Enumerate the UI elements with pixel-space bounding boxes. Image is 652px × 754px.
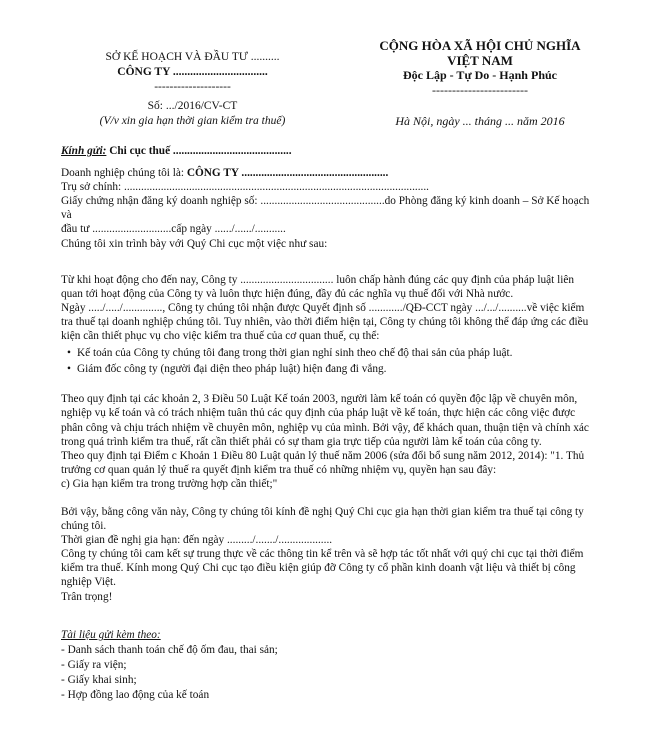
attachments-section [61,628,601,703]
document-number: Số: .../2016/CV-CT [147,100,238,112]
list-item: - Hợp đồng lao động của kế toán [61,689,210,701]
para2-line-3: phân công và chịu trách nhiệm về chuyên môn, nghiệp vụ của mình. Bởi vậy, để khách quan, thuận tiện và chính xác [61,421,589,434]
para3-line-2: trưởng cơ quan quản lý thuế ra quyết định kiểm tra thuế có những nhiệm vụ, quyền hạn sau đây: [61,463,497,476]
company-intro-value: CÔNG TY .................................................... [186,167,389,180]
para3-line-3: c) Gia hạn kiểm tra trong trường hợp cần thiết;" [61,477,278,490]
header-left [60,50,325,129]
nation-title-line2: VIỆT NAM [447,53,513,68]
closing-line: Trân trọng! [61,590,113,603]
reason-list [61,346,601,376]
header-right [335,38,625,129]
company-name: CÔNG TY ................................. [117,66,268,78]
nation-title-line1: CỘNG HÒA XÃ HỘI CHỦ NGHĨA [379,38,581,53]
para4-line-1: Bởi vậy, bằng công văn này, Công ty chúng tôi kính đề nghị Quý Chi cục gia hạn thời gian kiểm tra thuế tại công ty [61,505,584,518]
list-item: • Kế toán của Công ty chúng tôi đang trong thời gian nghỉ sinh theo chế độ thai sản của pháp luật. [77,346,601,360]
para2-line-1: Theo quy định tại các khoản 2, 3 Điều 50 Luật Kế toán 2003, người làm kế toán có quyền độc lập về chuyên môn, [61,393,578,406]
para1-line-4: tra thuế tại doanh nghiệp chúng tôi. Tuy nhiên, vào thời điểm hiện tại, Công ty chúng tôi không thể đáp ứng các điều [61,315,589,328]
recipient-label: Kính gửi: [61,145,107,157]
para1-line-5: kiện cần thiết phục vụ cho việc kiểm tra thuế của cơ quan thuế, cụ thể: [61,330,380,343]
letter-body [61,144,601,604]
para1-line-2: quan tới hoạt động của Công ty và luôn thực hiện đúng, đầy đủ các nghĩa vụ thuế đối với Nhà nước. [61,287,514,300]
para2-line-2: nghiệp vụ kế toán và có trách nhiệm tuân thủ các quy định của pháp luật về kế toán, thực hiện các công việc được [61,407,576,420]
para4-line-2: chúng tôi. [61,520,107,533]
recipient-value: Chi cục thuế .......................................... [109,145,292,157]
recipient-line [61,144,601,158]
company-intro-label: Doanh nghiệp chúng tôi là: [61,167,184,180]
para1-line-3: Ngày ...../...../.............., Công ty chúng tôi nhận được Quyết định số ............/QĐ-CCT ngày .../.../..........về việc kiểm [61,301,585,314]
national-motto: Độc Lập - Tự Do - Hạnh Phúc [402,68,557,82]
para4-line-6: nghiệp Việt. [61,576,116,589]
certificate-line-2: đầu tư ............................cấp ngày ....../....../........... [61,223,286,236]
list-item: • Giám đốc công ty (người đại diện theo pháp luật) hiện đang đi vắng. [77,362,601,376]
header-left-separator: -------------------- [154,81,231,93]
document-subject: (V/v xin gia hạn thời gian kiểm tra thuế) [99,115,286,127]
attachments-title: Tài liệu gửi kèm theo: [61,629,161,641]
company-intro-line [61,166,601,180]
place-date: Hà Nội, ngày ... tháng ... năm 2016 [395,114,565,128]
header-right-separator: ------------------------ [432,83,528,97]
headquarters-line: Trụ sở chính: ............................................................................................................ [61,181,430,194]
para3-line-1: Theo quy định tại Điểm c Khoản 1 Điều 80 Luật quản lý thuế năm 2006 (sửa đổi bổ sung năm 2012, 2014): "1. Thủ [61,449,585,462]
para4-line-5: kiểm tra thuế. Kính mong Quý Chi cục tạo điều kiện giúp đỡ Công ty cổ phần kinh doanh vật liệu và thiết bị công [61,562,576,575]
para4-line-4: Công ty chúng tôi cam kết sự trung thực về các thông tin kể trên và sẽ hợp tác tốt nhất với quý chi cục tại thời điểm [61,548,584,561]
agency-name: SỞ KẾ HOẠCH VÀ ĐẦU TƯ .......... [105,51,280,63]
list-item: - Giấy khai sinh; [61,674,137,686]
para2-line-4: trong quá trình kiểm tra thuế, rất cần thiết phải có sự tham gia trực tiếp của người làm kế toán của công ty. [61,435,542,448]
list-item: - Danh sách thanh toán chế độ ốm đau, thai sản; [61,644,278,656]
certificate-line-1: Giấy chứng nhận đăng ký doanh nghiệp số: ............................................do Phòng đăng ký kinh doanh – Sở Kế hoạch và [61,195,590,222]
list-item: - Giấy ra viện; [61,659,127,671]
para1-line-1: Từ khi hoạt động cho đến nay, Công ty ................................. luôn chấp hành đúng các quy định của pháp luật liên [61,273,575,286]
para4-line-3: Thời gian đề nghị gia hạn: đến ngày ........./......./................... [61,534,333,547]
intro-line: Chúng tôi xin trình bày với Quý Chi cục một việc như sau: [61,237,328,250]
